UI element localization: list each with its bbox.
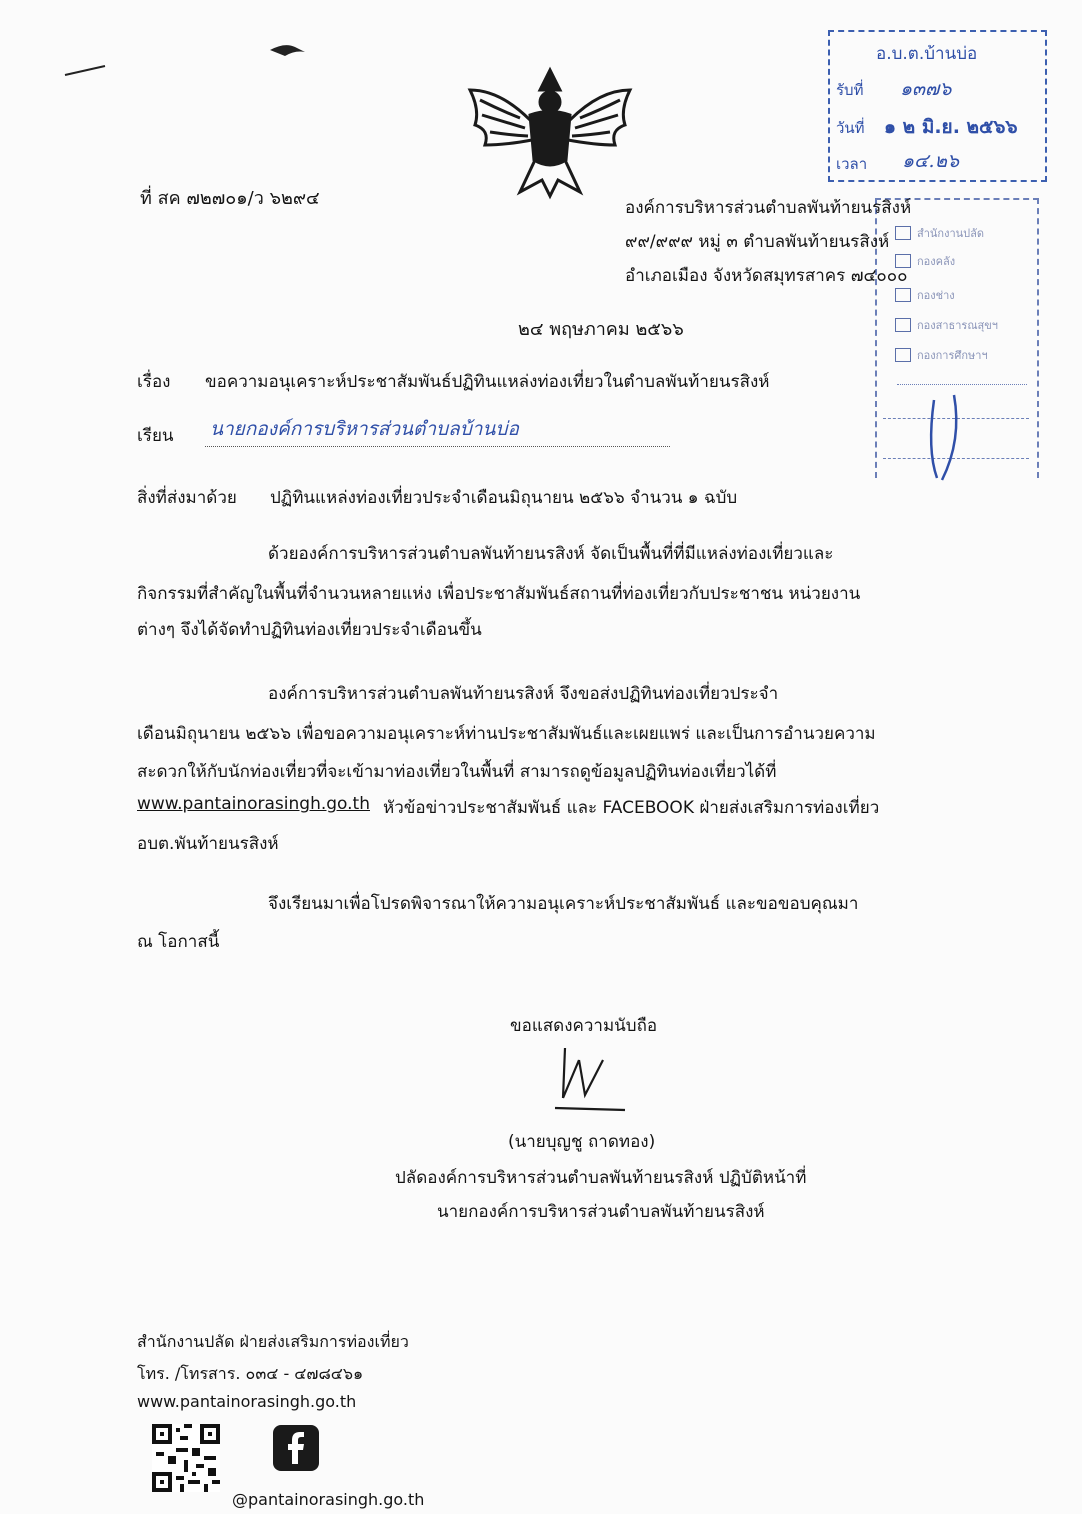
enclosure-label: สิ่งที่ส่งมาด้วย bbox=[137, 488, 237, 508]
scan-marks bbox=[60, 30, 320, 90]
footer-website[interactable]: www.pantainorasingh.go.th bbox=[137, 1392, 357, 1411]
routing-stamp bbox=[875, 198, 1039, 478]
receive-stamp bbox=[828, 30, 1047, 182]
stamp-org: อ.บ.ต.บ้านบ่อ bbox=[876, 44, 978, 64]
signer-name: (นายบุญชู ถาดทอง) bbox=[508, 1132, 656, 1152]
footer-facebook-handle[interactable]: @pantainorasingh.go.th bbox=[232, 1490, 425, 1509]
footer-office: สำนักงานปลัด ฝ่ายส่งเสริมการท่องเที่ยว bbox=[137, 1332, 409, 1351]
para2-line: สะดวกให้กับนักท่องเที่ยวที่จะเข้ามาท่องเที่ยวในพื้นที่ สามารถดูข้อมูลปฏิทินท่องเที่ยวได้ที่ bbox=[137, 762, 777, 782]
letter-date: ๒๔ พฤษภาคม ๒๕๖๖ bbox=[518, 319, 684, 340]
para2-line: หัวข้อข่าวประชาสัมพันธ์ และ FACEBOOK ฝ่ายส่งเสริมการท่องเที่ยว bbox=[383, 798, 880, 818]
route-item: กองช่าง bbox=[895, 284, 955, 304]
reference-number: ที่ สค ๗๒๗๐๑/ว ๖๒๙๔ bbox=[140, 188, 320, 209]
para3-line: จึงเรียนมาเพื่อโปรดพิจารณาให้ความอนุเคราะห์ประชาสัมพันธ์ และขอขอบคุณมา bbox=[268, 894, 859, 914]
website-link[interactable]: www.pantainorasingh.go.th bbox=[137, 794, 370, 814]
stamp-no-label: รับที่ bbox=[836, 81, 864, 99]
signer-title-2: นายกองค์การบริหารส่วนตำบลพันท้ายนรสิงห์ bbox=[437, 1202, 765, 1222]
route-item: กองคลัง bbox=[895, 250, 955, 270]
handwritten-signature bbox=[545, 1040, 635, 1115]
stamp-time-value: ๑๔.๒๖ bbox=[902, 150, 960, 172]
garuda-emblem-icon bbox=[460, 60, 640, 200]
stamp-date-value: ๑ ๒ มิ.ย. ๒๕๖๖ bbox=[884, 116, 1018, 138]
to-label: เรียน bbox=[137, 426, 174, 446]
footer-phone: โทร. /โทรสาร. ๐๓๔ - ๔๗๘๔๖๑ bbox=[137, 1364, 364, 1383]
route-item: กองการศึกษาฯ bbox=[895, 344, 988, 364]
para1-line: ด้วยองค์การบริหารส่วนตำบลพันท้ายนรสิงห์ จัดเป็นพื้นที่ที่มีแหล่งท่องเที่ยวและ bbox=[268, 544, 834, 564]
route-item: กองสาธารณสุขฯ bbox=[895, 314, 998, 334]
para2-line: องค์การบริหารส่วนตำบลพันท้ายนรสิงห์ จึงขอส่งปฏิทินท่องเที่ยวประจำ bbox=[268, 684, 779, 704]
initials-signature bbox=[922, 390, 972, 485]
para1-line: กิจกรรมที่สำคัญในพื้นที่จำนวนหลายแห่ง เพื่อประชาสัมพันธ์สถานที่ท่องเที่ยวกับประชาชน หน่วยงาน bbox=[137, 584, 861, 604]
stamp-date-label: วันที่ bbox=[836, 119, 865, 137]
org-line-2: ๙๙/๙๙๙ หมู่ ๓ ตำบลพันท้ายนรสิงห์ bbox=[625, 232, 890, 252]
signer-title-1: ปลัดองค์การบริหารส่วนตำบลพันท้ายนรสิงห์ ปฏิบัติหน้าที่ bbox=[395, 1168, 807, 1188]
subject-label: เรื่อง bbox=[137, 372, 171, 392]
route-item: สำนักงานปลัด bbox=[895, 222, 984, 242]
facebook-icon[interactable] bbox=[272, 1424, 320, 1472]
stamp-time-label: เวลา bbox=[836, 155, 868, 173]
para1-line: ต่างๆ จึงได้จัดทำปฏิทินท่องเที่ยวประจำเดือนขึ้น bbox=[137, 620, 482, 640]
qr-code-icon[interactable] bbox=[152, 1424, 220, 1492]
to-recipient: นายกองค์การบริหารส่วนตำบลบ้านบ่อ bbox=[210, 418, 519, 440]
stamp-no-value: ๑๓๗๖ bbox=[900, 78, 952, 100]
para3-line: ณ โอกาสนี้ bbox=[137, 932, 220, 952]
org-line-1: องค์การบริหารส่วนตำบลพันท้ายนรสิงห์ bbox=[625, 198, 912, 218]
org-line-3: อำเภอเมือง จังหวัดสมุทรสาคร ๗๔๐๐๐ bbox=[625, 266, 908, 286]
to-dotted-line bbox=[205, 446, 670, 447]
closing: ขอแสดงความนับถือ bbox=[510, 1016, 658, 1036]
para2-line: เดือนมิถุนายน ๒๕๖๖ เพื่อขอความอนุเคราะห์ท่านประชาสัมพันธ์และเผยแพร่ และเป็นการอำนวยความ bbox=[137, 724, 876, 744]
para2-line: อบต.พันท้ายนรสิงห์ bbox=[137, 834, 279, 854]
subject-text: ขอความอนุเคราะห์ประชาสัมพันธ์ปฏิทินแหล่งท่องเที่ยวในตำบลพันท้ายนรสิงห์ bbox=[205, 372, 770, 392]
enclosure-text: ปฏิทินแหล่งท่องเที่ยวประจำเดือนมิถุนายน ๒๕๖๖ จำนวน ๑ ฉบับ bbox=[270, 488, 738, 508]
